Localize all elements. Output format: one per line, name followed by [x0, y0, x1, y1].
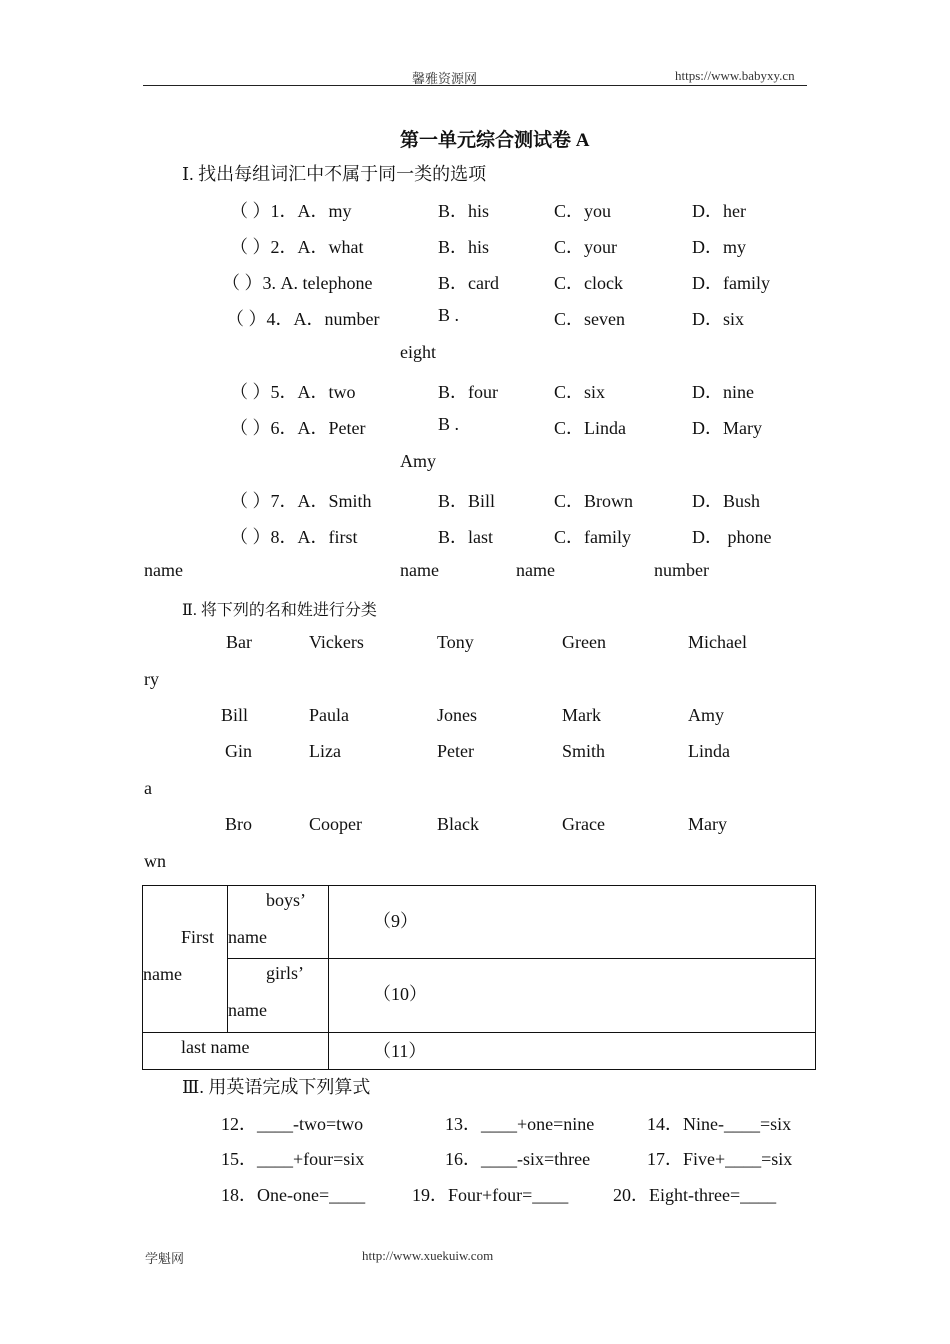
q7-stem: （ ）7．A．Smith — [230, 491, 372, 511]
name-word: Amy — [688, 705, 724, 725]
girls-label-2: name — [228, 1000, 267, 1020]
first-name-label-2: name — [143, 964, 182, 984]
girls-name-cell — [228, 959, 329, 1033]
page-title: 第一单元综合测试卷 A — [400, 130, 590, 151]
q2-option-b: B．his — [438, 237, 490, 257]
boys-name-cell — [228, 886, 329, 959]
name-word: Vickers — [309, 632, 364, 652]
name-word: Bill — [221, 705, 249, 725]
q4-option-c: C．seven — [554, 309, 625, 329]
q8-wrap-a: name — [144, 560, 183, 580]
section1-heading: Ⅰ. 找出每组词汇中不属于同一类的选项 — [182, 164, 487, 184]
name-word-wrap: a — [144, 778, 152, 798]
q8-wrap-d: number — [654, 560, 709, 580]
blank-9-label: （9） — [373, 911, 418, 931]
name-word: Liza — [309, 741, 341, 761]
q8-wrap-c: name — [516, 560, 555, 580]
math-question-13: 13．____+one=nine — [445, 1114, 595, 1134]
girls-label-1: girls’ — [266, 963, 304, 983]
q4-stem: （ ）4．A．number — [226, 309, 380, 329]
q7-option-d: D．Bush — [692, 491, 761, 511]
header-url[interactable]: https://www.babyxy.cn — [675, 68, 795, 83]
last-name-cell — [143, 1033, 329, 1070]
math-question-12: 12．____-two=two — [221, 1114, 364, 1134]
q8-option-b: B．last — [438, 527, 494, 547]
q4-option-b: B . — [438, 305, 460, 325]
math-question-15: 15．____+four=six — [221, 1149, 365, 1169]
q7-option-c: C．Brown — [554, 491, 634, 511]
q8-option-d: D． phone — [692, 527, 772, 547]
first-name-label-1: First — [181, 927, 215, 947]
footer-url[interactable]: http://www.xuekuiw.com — [362, 1248, 494, 1263]
footer-site-name: 学魁网 — [145, 1251, 185, 1266]
name-word: Smith — [562, 741, 606, 761]
section3-heading: Ⅲ. 用英语完成下列算式 — [182, 1077, 371, 1097]
blank-11-label: （11） — [373, 1041, 427, 1061]
q2-stem: （ ）2．A．what — [230, 237, 364, 257]
math-question-20: 20．Eight-three=____ — [613, 1185, 777, 1205]
q1-option-d: D．her — [692, 201, 746, 221]
name-word-wrap: wn — [144, 851, 166, 871]
name-classification-table — [142, 885, 816, 1070]
q2-option-c: C．your — [554, 237, 617, 257]
boys-label-2: name — [228, 927, 267, 947]
q8-stem: （ ）8．A．first — [230, 527, 358, 547]
name-word: Gin — [225, 741, 252, 761]
answer-cell-10[interactable] — [329, 959, 816, 1033]
answer-cell-9[interactable] — [329, 886, 816, 959]
name-word: Mary — [688, 814, 727, 834]
name-word: Linda — [688, 741, 730, 761]
q7-option-b: B．Bill — [438, 491, 496, 511]
q5-option-d: D．nine — [692, 382, 754, 402]
section2-heading: Ⅱ. 将下列的名和姓进行分类 — [182, 602, 377, 619]
q3-option-c: C．clock — [554, 273, 623, 293]
q6-option-c: C．Linda — [554, 418, 626, 438]
q5-option-b: B．four — [438, 382, 498, 402]
header-site-name: 馨雅资源网 — [412, 71, 478, 86]
math-question-17: 17．Five+____=six — [647, 1149, 793, 1169]
math-question-14: 14．Nine-____=six — [647, 1114, 792, 1134]
name-word-wrap: ry — [144, 669, 159, 689]
header-rule — [143, 85, 807, 86]
q8-option-c: C．family — [554, 527, 631, 547]
last-name-label: last name — [181, 1037, 250, 1057]
q4-option-b-wrap: eight — [400, 342, 436, 362]
name-word: Mark — [562, 705, 601, 725]
name-word: Black — [437, 814, 479, 834]
math-question-19: 19．Four+four=____ — [412, 1185, 569, 1205]
q1-option-c: C．you — [554, 201, 612, 221]
q1-stem: （ ）1．A．my — [230, 201, 352, 221]
math-question-16: 16．____-six=three — [445, 1149, 591, 1169]
blank-10-label: （10） — [373, 984, 427, 1004]
q8-wrap-b: name — [400, 560, 439, 580]
name-word: Peter — [437, 741, 474, 761]
q6-stem: （ ）6．A．Peter — [230, 418, 366, 438]
name-word: Grace — [562, 814, 605, 834]
name-word: Bro — [225, 814, 252, 834]
q6-option-d: D．Mary — [692, 418, 762, 438]
name-word: Green — [562, 632, 606, 652]
q3-stem: （ ）3. A. telephone — [222, 273, 373, 293]
q4-option-d: D．six — [692, 309, 745, 329]
q6-option-b: B . — [438, 414, 460, 434]
boys-label-1: boys’ — [266, 890, 306, 910]
name-word: Tony — [437, 632, 474, 652]
name-word: Cooper — [309, 814, 362, 834]
q6-option-b-wrap: Amy — [400, 451, 436, 471]
name-word: Jones — [437, 705, 477, 725]
q5-stem: （ ）5．A．two — [230, 382, 356, 402]
q5-option-c: C．six — [554, 382, 606, 402]
name-word: Bar — [226, 632, 252, 652]
q2-option-d: D．my — [692, 237, 746, 257]
first-name-cell — [143, 886, 228, 1033]
name-word: Paula — [309, 705, 349, 725]
answer-cell-11[interactable] — [329, 1033, 816, 1070]
name-word: Michael — [688, 632, 747, 652]
q3-option-b: B．card — [438, 273, 499, 293]
math-question-18: 18．One-one=____ — [221, 1185, 366, 1205]
q1-option-b: B．his — [438, 201, 490, 221]
q3-option-d: D．family — [692, 273, 770, 293]
